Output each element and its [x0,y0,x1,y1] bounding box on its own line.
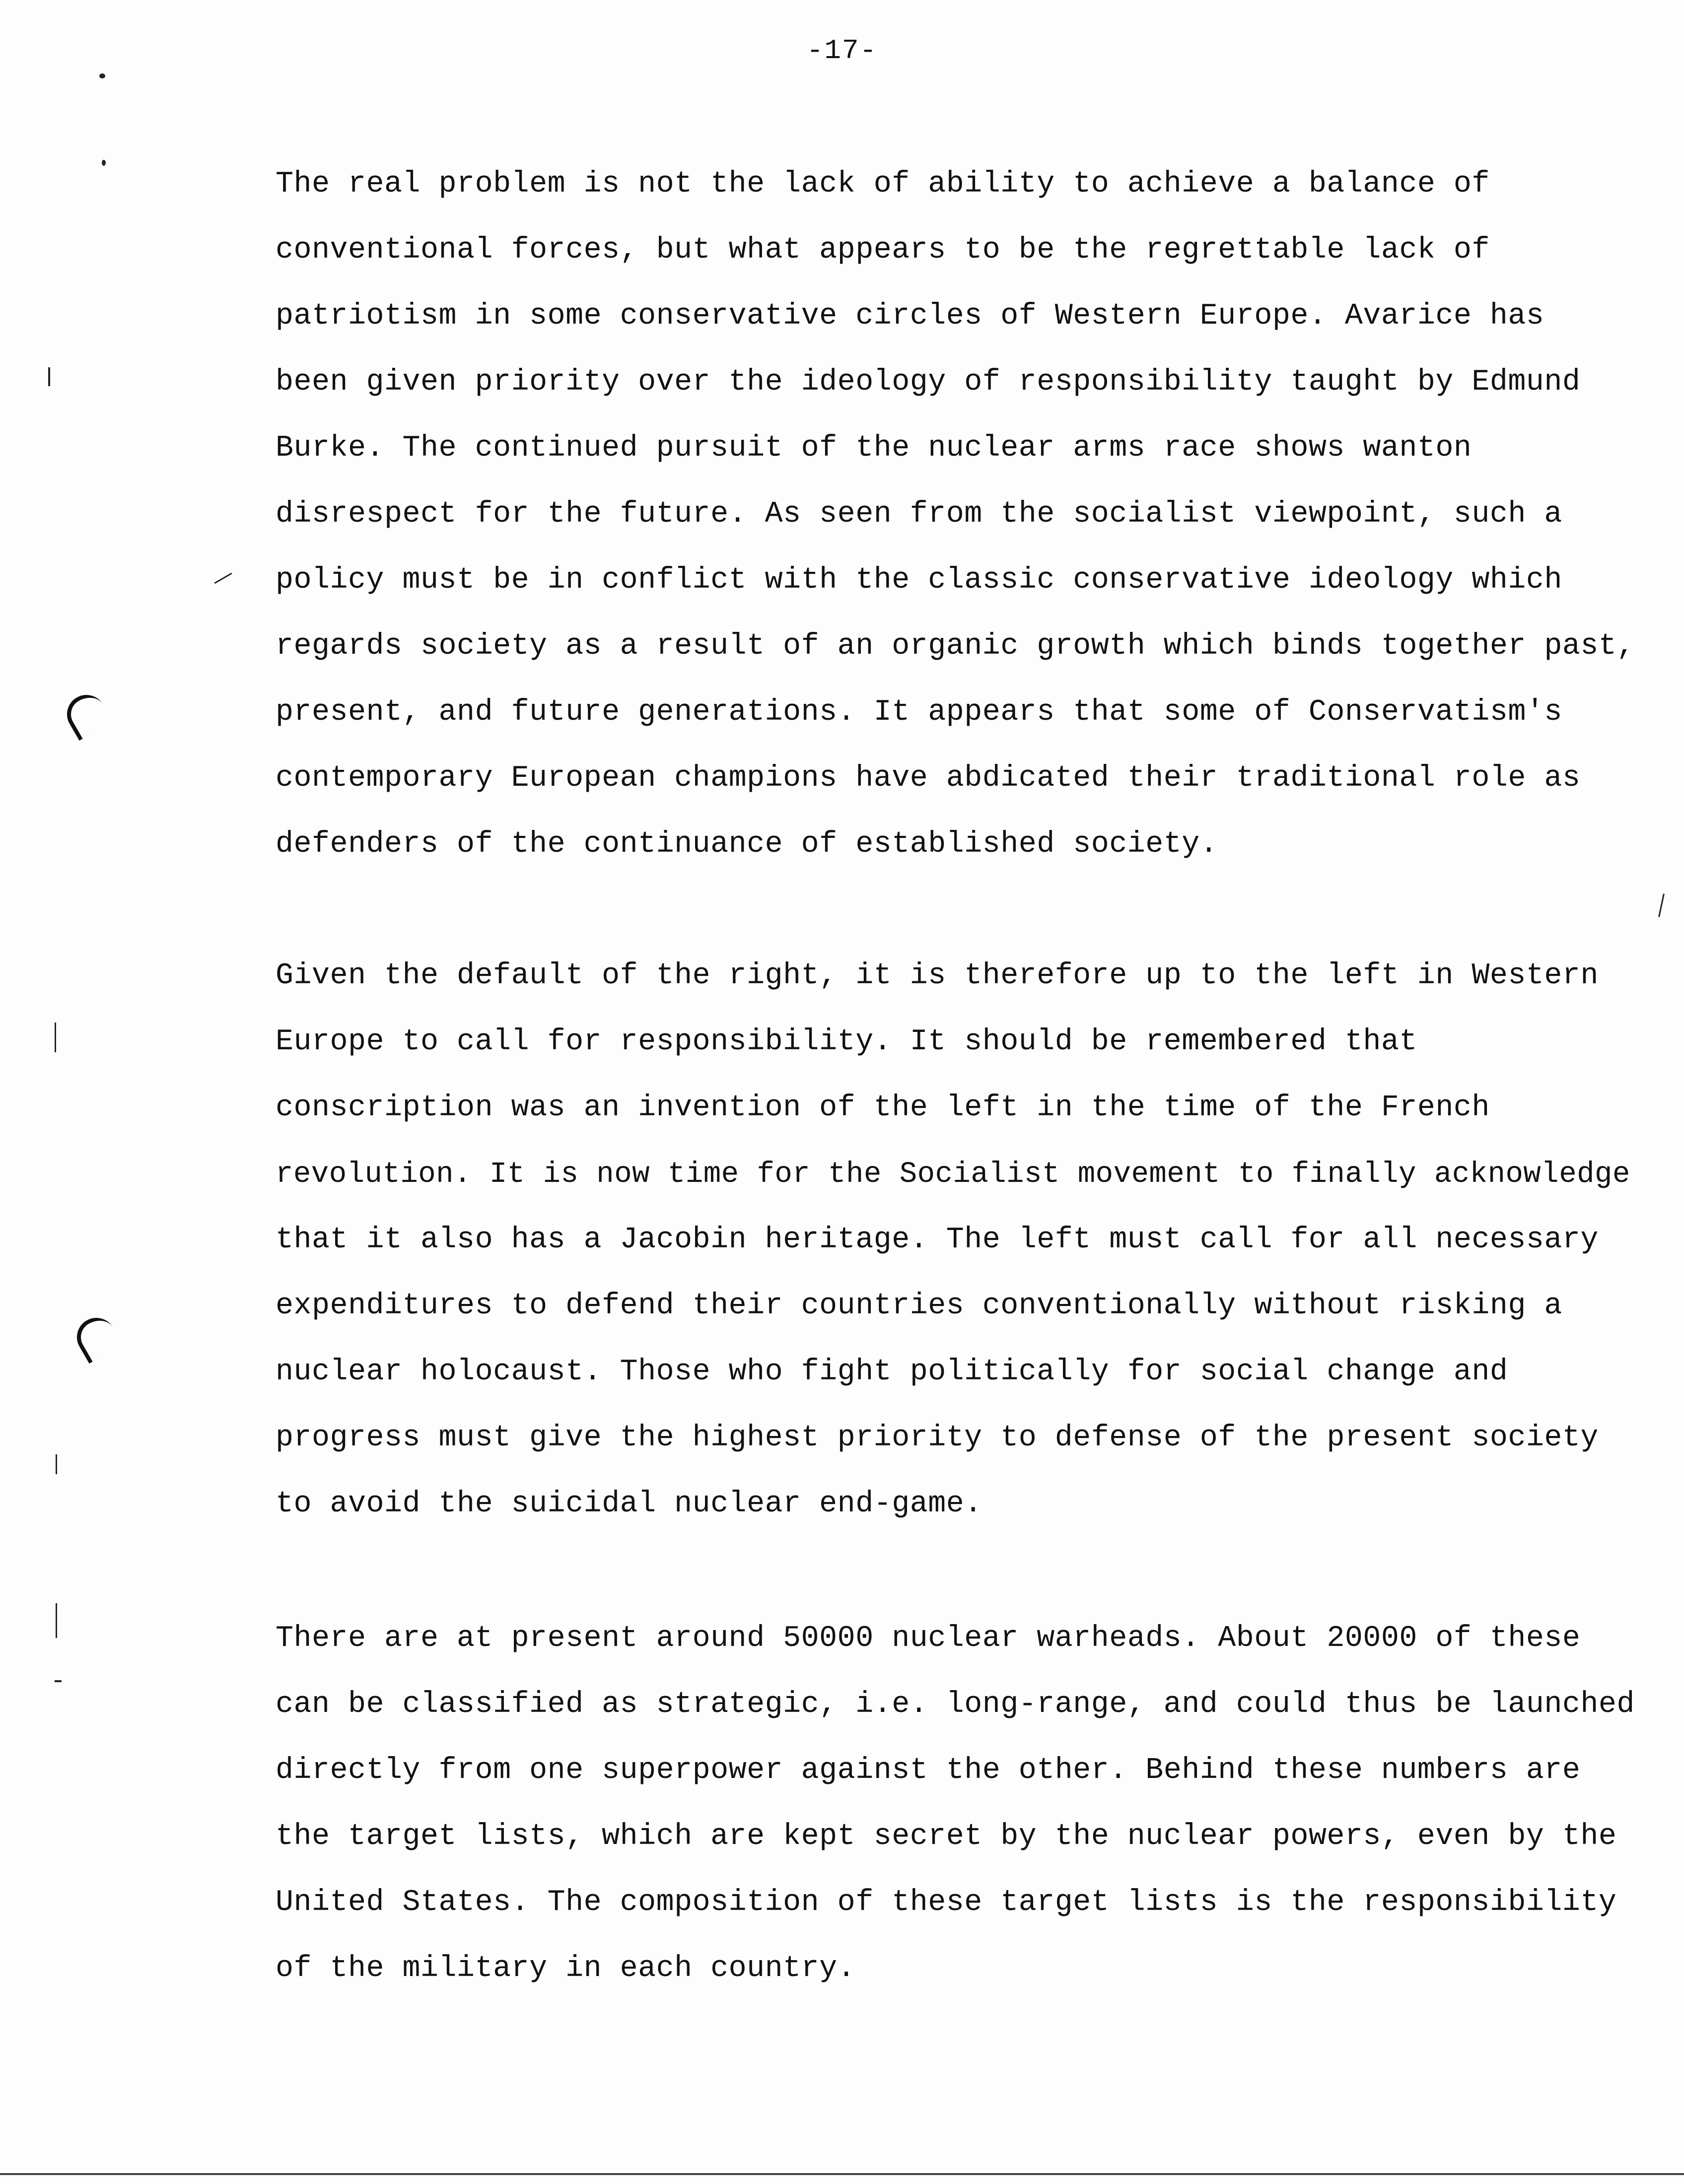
margin-tick [214,573,232,584]
text-line: There are at present around 50000 nuclear warheads. About 20000 of these [276,1622,1581,1655]
text-line: can be classified as strategic, i.e. long-range, and could thus be launched [276,1688,1635,1721]
text-line: the target lists, which are kept secret by the nuclear powers, even by the [276,1820,1617,1853]
text-line: Burke. The continued pursuit of the nuclear arms race shows wanton [276,431,1472,465]
text-line: to avoid the suicidal nuclear end-game. [276,1487,982,1521]
paragraph-1 [276,151,1635,878]
margin-dot [102,160,106,166]
text-line: that it also has a Jacobin heritage. The left must call for all necessary [276,1223,1599,1257]
punch-hole-mark [70,1311,123,1364]
text-line: of the military in each country. [276,1952,856,1985]
page-bottom-edge [0,2173,1684,2175]
text-line: directly from one superpower against the other. Behind these numbers are [276,1754,1581,1787]
text-line: present, and future generations. It appears that some of Conservatism's [276,695,1562,729]
margin-tick [48,367,50,386]
margin-dot [99,73,105,78]
margin-tick [56,1454,57,1474]
paragraph-3 [276,1606,1635,2002]
paragraph-2 [276,943,1630,1537]
text-line: progress must give the highest priority to defense of the present society [276,1421,1599,1455]
text-line: policy must be in conflict with the classic conservative ideology which [276,563,1562,597]
text-line: nuclear holocaust. Those who fight politically for social change and [276,1355,1508,1389]
margin-tick [56,1603,57,1638]
text-line: contemporary European champions have abdicated their traditional role as [276,761,1581,795]
punch-hole-mark [60,688,113,741]
text-line: United States. The composition of these target lists is the responsibility [276,1886,1617,1919]
text-line: been given priority over the ideology of responsibility taught by Edmund [276,365,1581,399]
margin-tick [1658,893,1665,917]
text-line: conscription was an invention of the left in the time of the French [276,1091,1490,1125]
text-line: patriotism in some conservative circles of Western Europe. Avarice has [276,299,1544,333]
margin-tick [55,1023,56,1052]
text-line: The real problem is not the lack of ability to achieve a balance of [276,167,1490,201]
text-line: expenditures to defend their countries conventionally without risking a [276,1289,1562,1323]
page-number: -17- [806,35,878,67]
text-line: Europe to call for responsibility. It should be remembered that [276,1025,1417,1059]
text-line: defenders of the continuance of established society. [276,827,1218,861]
text-line: conventional forces, but what appears to be the regrettable lack of [276,233,1490,267]
text-line: disrespect for the future. As seen from the socialist viewpoint, such a [276,497,1562,531]
margin-tick [55,1680,62,1682]
text-line: revolution. It is now time for the Socialist movement to finally acknowledge [276,1158,1630,1191]
text-line: Given the default of the right, it is therefore up to the left in Western [276,959,1599,993]
text-line: regards society as a result of an organic growth which binds together past, [276,629,1635,663]
